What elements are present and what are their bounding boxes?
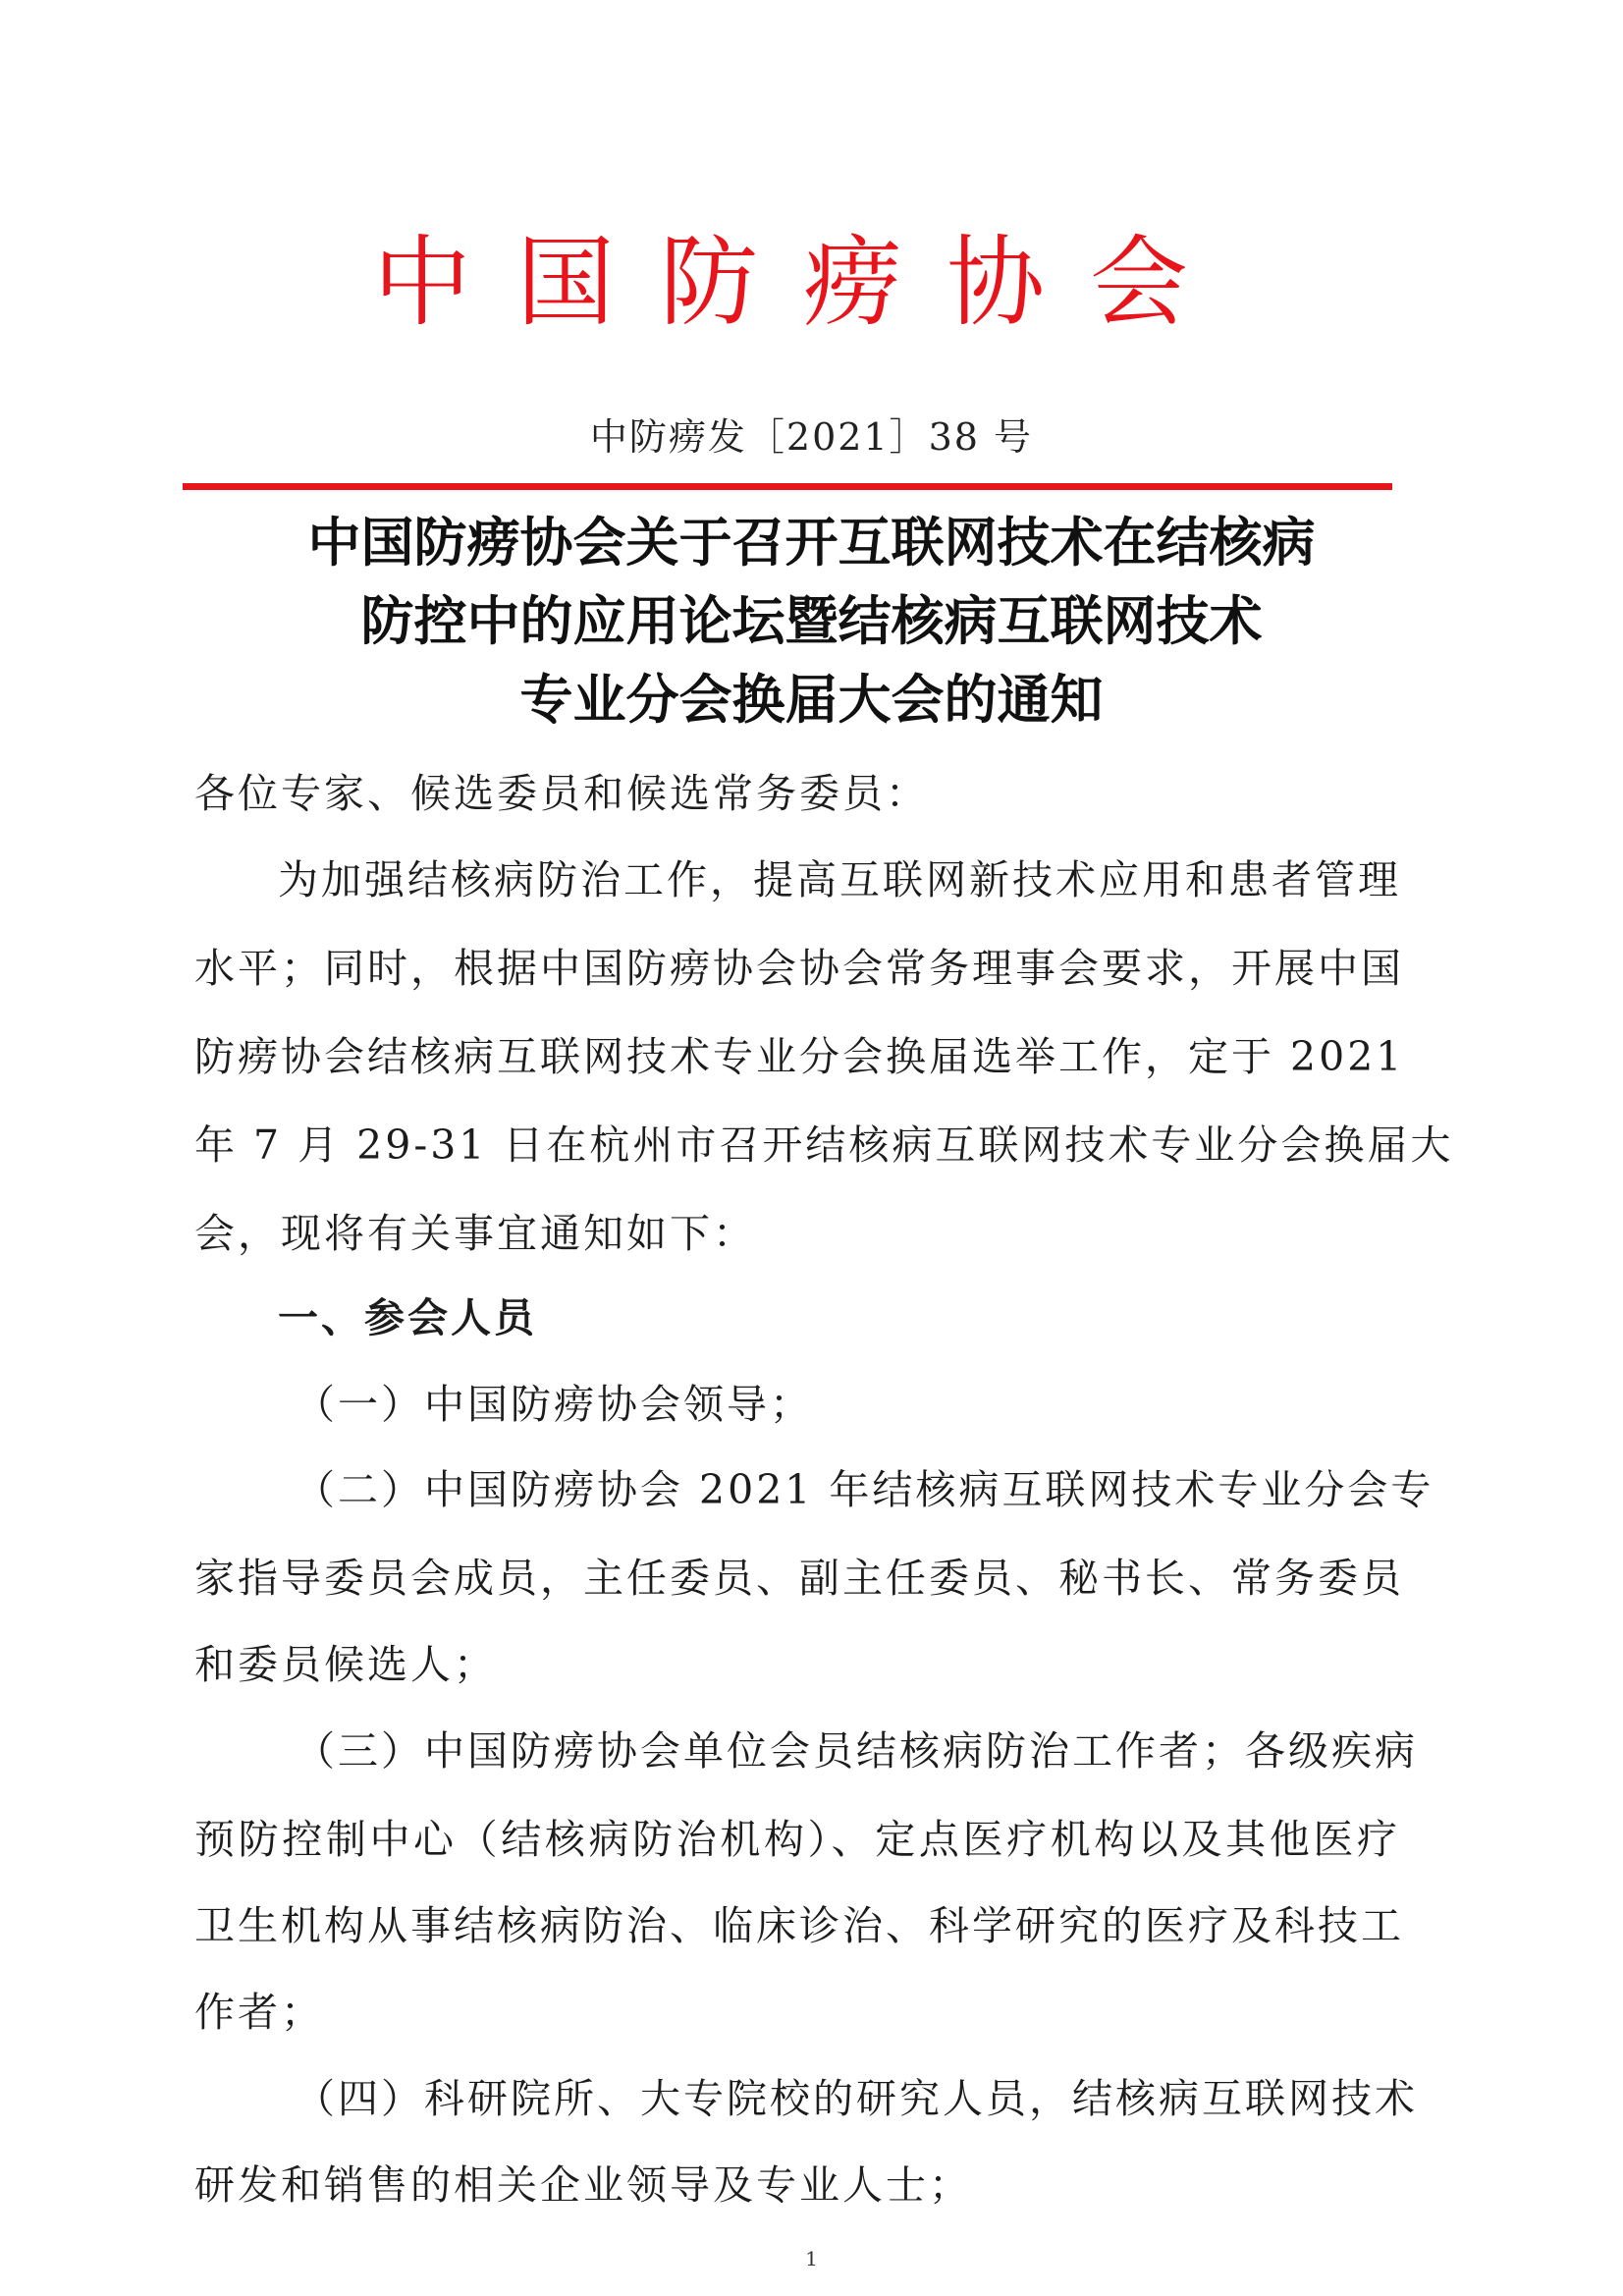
title-line: 专业分会换届大会的通知 [519, 668, 1104, 731]
paragraph-line: 水平；同时，根据中国防痨协会协会常务理事会要求，开展中国 [194, 945, 1404, 992]
document-title [0, 503, 1623, 738]
title-line: 中国防痨协会关于召开互联网技术在结核病 [307, 511, 1316, 574]
section-heading: 一、参会人员 [278, 1294, 537, 1341]
paragraph-line: 为加强结核病防治工作，提高互联网新技术应用和患者管理 [278, 856, 1401, 903]
letterhead: 中国防痨协会 [373, 225, 1233, 340]
list-item: （一）中国防痨协会领导； [295, 1381, 813, 1428]
paragraph-line: 年 7 月 29-31 日在杭州市召开结核病互联网技术专业分会换届大 [194, 1121, 1454, 1169]
list-item: （四）科研院所、大专院校的研究人员，结核病互联网技术 [295, 2075, 1418, 2122]
list-item: 研发和销售的相关企业领导及专业人士； [194, 2161, 972, 2209]
list-item: （二）中国防痨协会 2021 年结核病互联网技术专业分会专 [295, 1466, 1434, 1513]
page-number: 1 [805, 2247, 818, 2270]
list-item: 和委员候选人； [194, 1641, 497, 1688]
list-item: 预防控制中心（结核病防治机构）、定点医疗机构以及其他医疗 [194, 1816, 1400, 1863]
salutation: 各位专家、候选委员和候选常务委员： [194, 770, 929, 817]
paragraph-line: 会，现将有关事宜通知如下： [194, 1210, 756, 1257]
paragraph-line: 防痨协会结核病互联网技术专业分会换届选举工作，定于 2021 [194, 1033, 1405, 1080]
list-item: 作者； [194, 1989, 324, 2036]
title-line: 防控中的应用论坛暨结核病互联网技术 [360, 589, 1263, 652]
document-number: 中防痨发［2021］38 号 [589, 415, 1034, 459]
red-divider [183, 483, 1392, 490]
list-item: 卫生机构从事结核病防治、临床诊治、科学研究的医疗及科技工 [194, 1902, 1404, 1949]
list-item: 家指导委员会成员，主任委员、副主任委员、秘书长、常务委员 [194, 1555, 1404, 1602]
list-item: （三）中国防痨协会单位会员结核病防治工作者；各级疾病 [295, 1727, 1418, 1775]
